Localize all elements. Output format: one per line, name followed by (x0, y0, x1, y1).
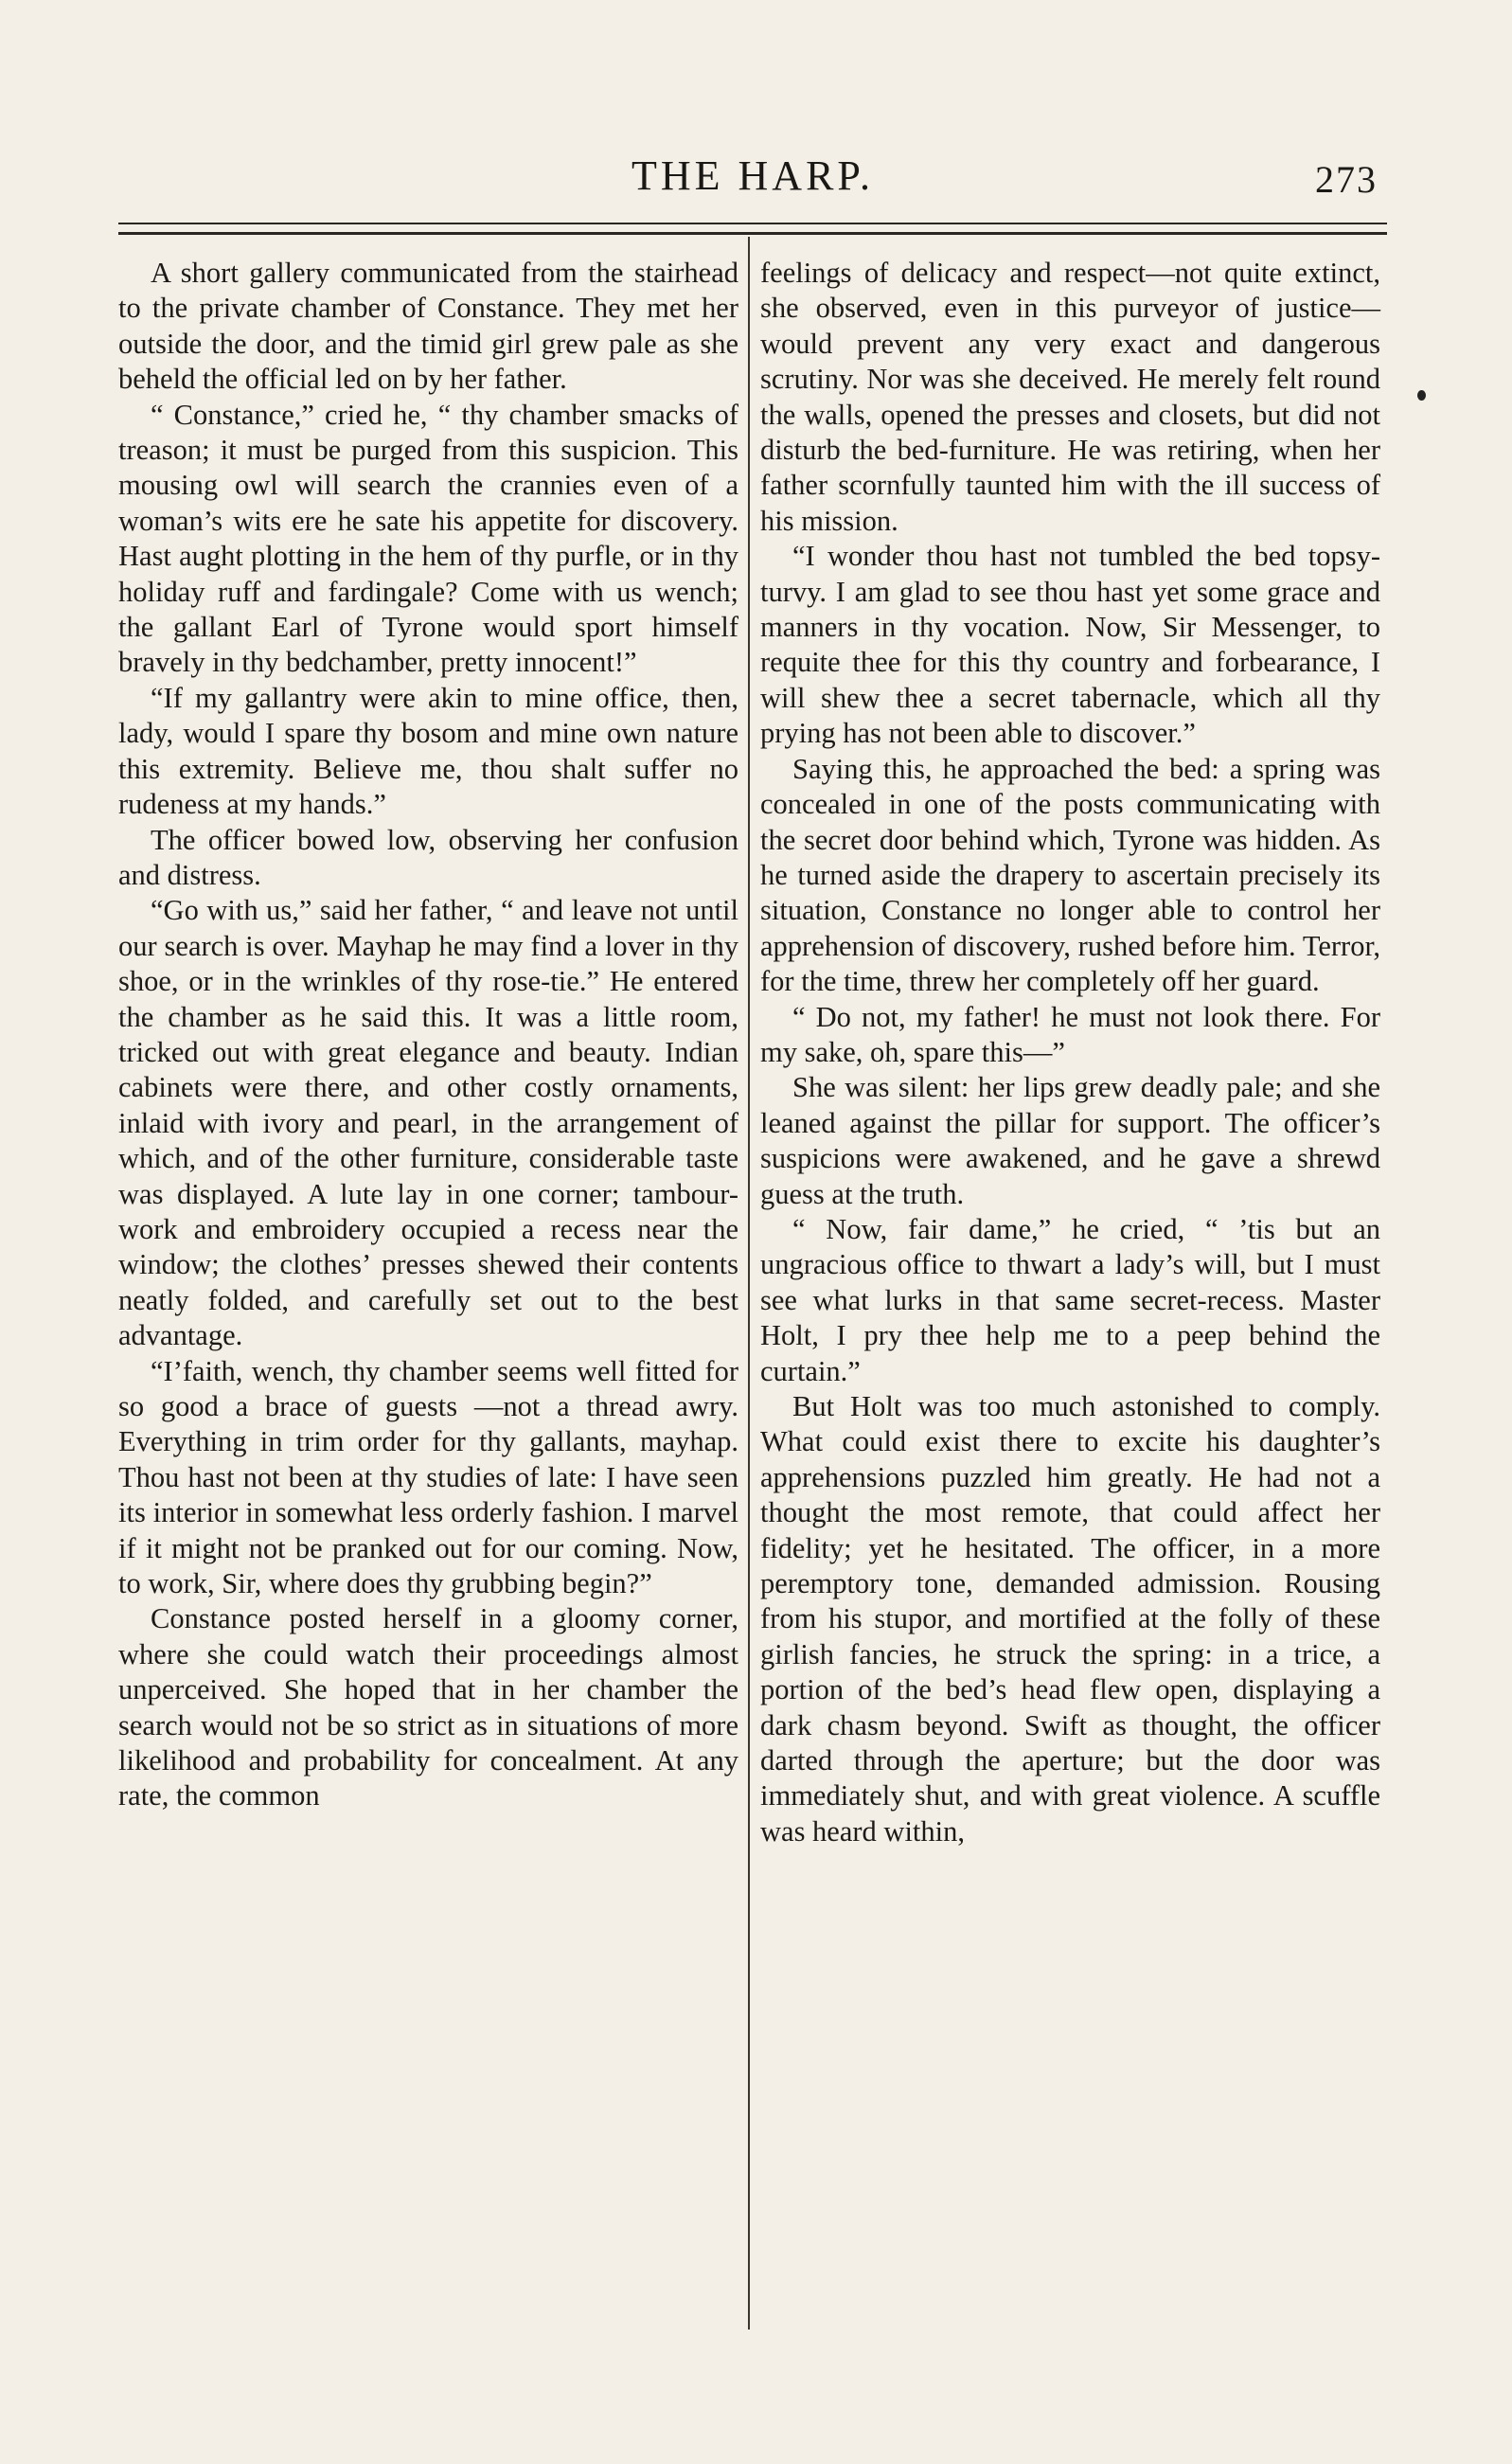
paragraph: She was silent: her lips grew deadly pale; and she leaned against the pillar for support. The officer’s suspicions were awakened, and he gave a shrewd guess at the truth. (760, 1071, 1380, 1210)
paragraph: A short gallery communicated from the stairhead to the private chamber of Constance. They met her outside the door, and the timid girl grew pale as she beheld the official led on by her father. (118, 257, 738, 396)
paragraph: “Go with us,” said her father, “ and leave not until our search is over. Mayhap he may find a lover in thy shoe, or in the wrinkles of thy rose-tie.” He entered the chamber as he said this. It was a little room, tricked out with great elegance and beauty. Indian cabinets were there, and other costly ornaments, inlaid with ivory and pearl, in the arrangement of which, and of the other furniture, considerable taste was displayed. A lute lay in one corner; tambour-work and embroidery occupied a recess near the window; the clothes’ presses shewed their contents neatly folded, and carefully set out to the best advantage. (118, 894, 738, 1352)
paragraph: “ Constance,” cried he, “ thy chamber smacks of treason; it must be purged from this suspicion. This mousing owl will search the crannies even of a woman’s wits ere he sate his appetite for discovery. Hast aught plotting in the hem of thy purfle, or in thy holiday ruff and fardingale? Come with us wench; the gallant Earl of Tyrone would sport himself bravely in thy bedchamber, pretty innocent!” (118, 398, 738, 679)
paragraph: Saying this, he approached the bed: a spring was concealed in one of the posts communicating with the secret door behind which, Tyrone was hidden. As he turned aside the drapery to ascertain precisely its situation, Constance no longer able to control her apprehension of discovery, rushed before him. Terror, for the time, threw her completely off her guard. (760, 752, 1380, 998)
paragraph: “ Do not, my father! he must not look there. For my sake, oh, spare this—” (760, 1000, 1380, 1068)
running-title: THE HARP. (631, 152, 875, 199)
paragraph: Constance posted herself in a gloomy corner, where she could watch their proceedings almost unperceived. She hoped that in her chamber the search would not be so strict as in situations of more likelihood and probability for concealment. At any rate, the common (118, 1602, 738, 1812)
paragraph: “I’faith, wench, thy chamber seems well fitted for so good a brace of guests —not a thread awry. Everything in trim order for thy gallants, mayhap. Thou hast not been at thy studies of late: I have seen its interior in somewhat less orderly fashion. I marvel if it might not be pranked out for our coming. Now, to work, Sir, where does thy grubbing begin?” (118, 1354, 738, 1600)
paragraph: The officer bowed low, observing her confusion and distress. (118, 823, 738, 891)
page-number: 273 (1315, 158, 1378, 201)
header-rule (118, 223, 1387, 235)
paragraph: “ Now, fair dame,” he cried, “ ’tis but an ungracious office to thwart a lady’s will, but I must see what lurks in that same secret-recess. Master Holt, I pry thee help me to a peep behind the curtain.” (760, 1212, 1380, 1387)
left-column (118, 256, 738, 1814)
right-column (760, 256, 1380, 1849)
ink-speck (1417, 390, 1426, 401)
paragraph: But Holt was too much astonished to comply. What could exist there to excite his daughter’s apprehensions puzzled him greatly. He had not a thought the most remote, that could affect her fidelity; yet he hesitated. The officer, in a more peremptory tone, demanded admission. Rousing from his stupor, and mortified at the folly of these girlish fancies, he struck the spring: in a trice, a portion of the bed’s head flew open, displaying a dark chasm beyond. Swift as thought, the officer darted through the aperture; but the door was immediately shut, and with great violence. A scuffle was heard within, (760, 1390, 1380, 1848)
paragraph: feelings of delicacy and respect—not quite extinct, she observed, even in this purveyor of justice—would prevent any very exact and dangerous scrutiny. Nor was she deceived. He merely felt round the walls, opened the presses and closets, but did not disturb the bed-furniture. He was retiring, when her father scornfully taunted him with the ill success of his mission. (760, 257, 1380, 537)
paragraph: “I wonder thou hast not tumbled the bed topsy-turvy. I am glad to see thou hast yet some grace and manners in thy vocation. Now, Sir Messenger, to requite thee for this thy country and forbearance, I will shew thee a secret tabernacle, which all thy prying has not been able to discover.” (760, 540, 1380, 750)
paragraph: “If my gallantry were akin to mine office, then, lady, would I spare thy bosom and mine own nature this extremity. Believe me, thou shalt suffer no rudeness at my hands.” (118, 681, 738, 821)
column-divider (748, 237, 750, 2330)
page-header (118, 152, 1387, 218)
